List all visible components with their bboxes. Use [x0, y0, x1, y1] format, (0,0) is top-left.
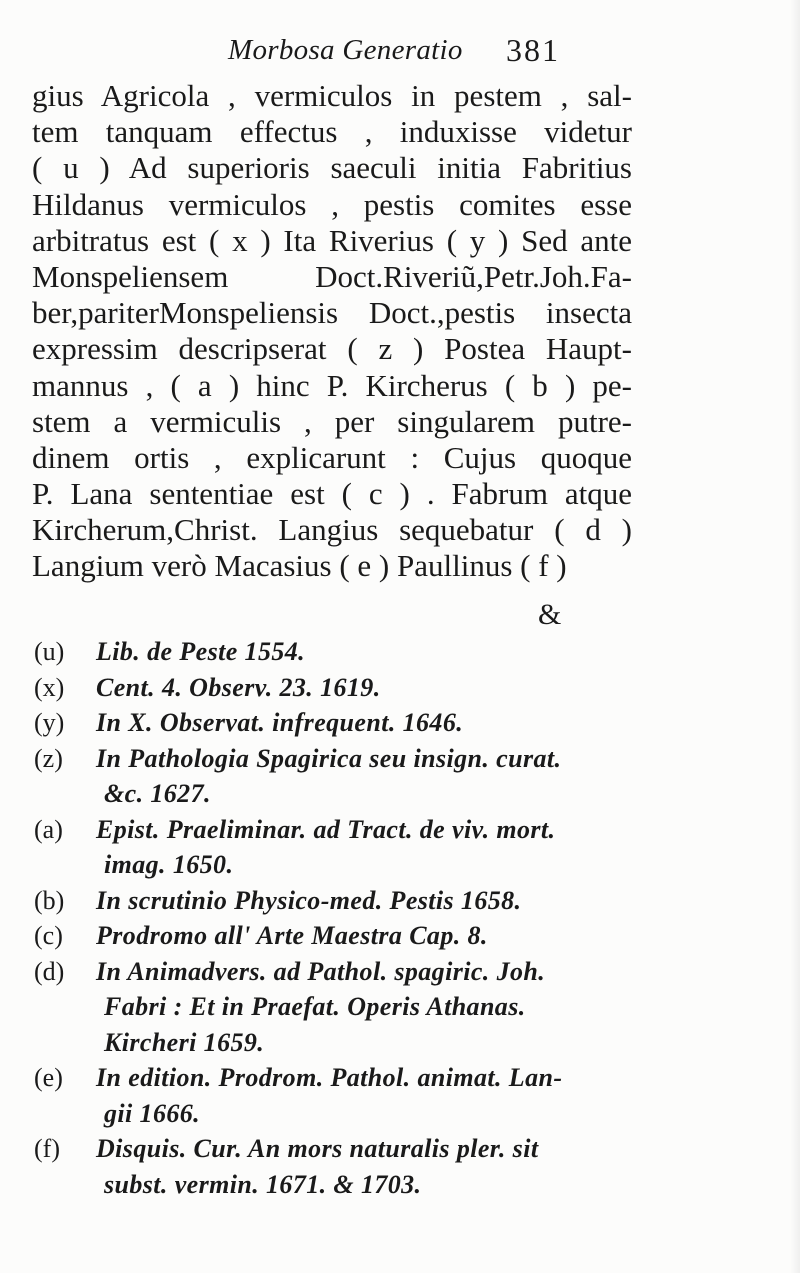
footnote-label: (c): [34, 921, 63, 950]
footnote-label: (b): [34, 885, 65, 915]
footnote-continuation: imag. 1650.: [104, 850, 234, 879]
catchword: &: [538, 598, 562, 631]
footnote-text: Lib. de Peste 1554.: [96, 637, 306, 666]
footnote-y: [34, 705, 634, 741]
footnote-continuation: &c. 1627.: [104, 779, 211, 808]
text-line: ber,pariterMonspeliensis Doct.,pestis insecta: [32, 295, 632, 331]
footnote-text: In X. Observat. infrequent. 1646.: [96, 708, 464, 737]
page-number: 381: [506, 32, 560, 68]
text-line: gius Agricola , vermiculos in pestem , sal-: [32, 78, 632, 113]
footnote-continuation: subst. vermin. 1671. & 1703.: [104, 1169, 422, 1199]
text-line: arbitratus est ( x ) Ita Riverius ( y ) Sed ante: [32, 222, 632, 258]
footnote-text: In edition. Prodrom. Pathol. animat. Lan-: [96, 1063, 563, 1092]
footnote-label: (f): [34, 1134, 60, 1163]
text-line: P. Lana sententiae est ( c ) . Fabrum atque: [32, 476, 632, 512]
footnote-f: [34, 1131, 634, 1167]
page-header: [0, 34, 800, 82]
footnote-label: (x): [34, 672, 65, 702]
page-edge-shadow: [790, 0, 800, 1273]
footnote-continuation: gii 1666.: [104, 1098, 201, 1128]
footnote-text: Prodromo all' Arte Maestra Cap. 8.: [96, 921, 488, 950]
footnote-c: [34, 918, 634, 954]
text-line: Monspeliensem Doct.Riveriũ,Petr.Joh.Fa-: [32, 258, 632, 294]
footnote-label: (a): [34, 814, 63, 844]
text-line: expressim descripserat ( z ) Postea Haupt-: [32, 331, 632, 367]
text-line: Langium verò Macasius ( e ) Paullinus ( f ): [32, 548, 567, 584]
footnote-x: [34, 670, 634, 706]
footnote-a: [34, 812, 634, 848]
footnotes: [34, 634, 634, 1202]
text-line: tem tanquam effectus , induxisse videtur: [32, 114, 632, 150]
main-text-block: [32, 78, 632, 585]
text-line: ( u ) Ad superioris saeculi initia Fabritius: [32, 150, 632, 186]
footnote-label: (e): [34, 1063, 63, 1092]
text-line: dinem ortis , explicarunt : Cujus quoque: [32, 439, 632, 475]
footnote-text: In Pathologia Spagirica seu insign. curat.: [96, 743, 562, 773]
text-line: Kircherum,Christ. Langius sequebatur ( d ): [32, 512, 632, 548]
footnote-text: In Animadvers. ad Pathol. spagiric. Joh.: [96, 956, 546, 986]
footnote-text: Disquis. Cur. An mors naturalis pler. sit: [96, 1134, 539, 1163]
footnote-u: [34, 634, 634, 670]
footnote-text: Cent. 4. Observ. 23. 1619.: [96, 672, 381, 702]
running-title: Morbosa Generatio: [228, 34, 463, 66]
footnote-label: (y): [34, 708, 65, 737]
text-line: mannus , ( a ) hinc P. Kircherus ( b ) pe-: [32, 367, 632, 403]
footnote-label: (z): [34, 743, 63, 773]
footnote-b: [34, 883, 634, 919]
footnote-continuation: Kircheri 1659.: [104, 1027, 265, 1057]
footnote-label: (d): [34, 956, 65, 986]
text-line: stem a vermiculis , per singularem putre-: [32, 403, 632, 439]
footnote-e: [34, 1060, 634, 1096]
footnote-text: In scrutinio Physico-med. Pestis 1658.: [96, 885, 522, 915]
footnote-label: (u): [34, 637, 65, 666]
footnote-text: Epist. Praeliminar. ad Tract. de viv. mort.: [96, 814, 556, 844]
footnote-continuation: Fabri : Et in Praefat. Operis Athanas.: [104, 992, 526, 1021]
text-line: Hildanus vermiculos , pestis comites esse: [32, 186, 632, 222]
footnote-d: [34, 954, 634, 990]
footnote-z: [34, 741, 634, 777]
